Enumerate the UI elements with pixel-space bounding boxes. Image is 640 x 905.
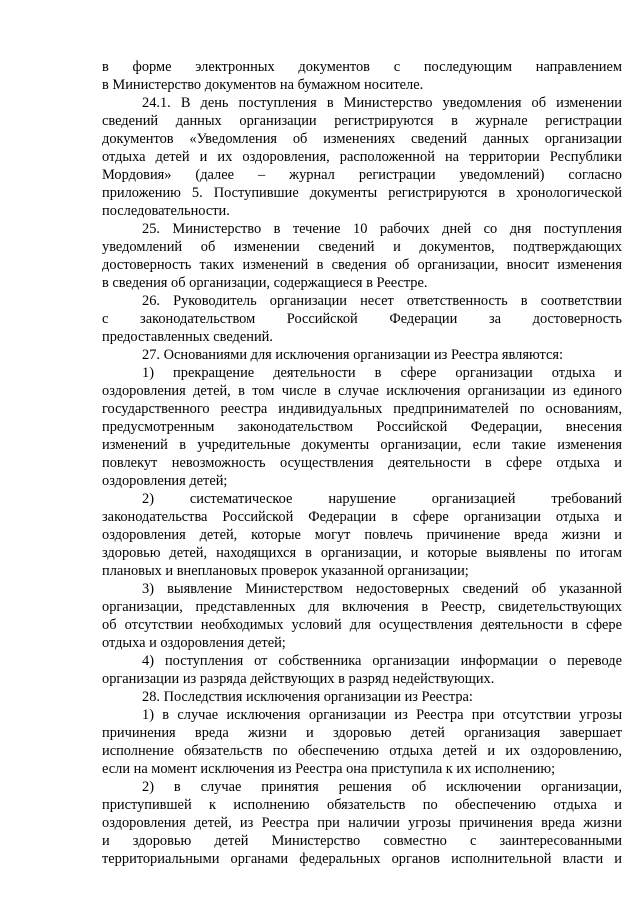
- paragraph-27-item-3: [102, 580, 622, 652]
- text-line: исполнение обязательств по обеспечению отдыха детей и их оздоровлению,: [102, 743, 622, 759]
- paragraph-continuation: [102, 58, 622, 94]
- paragraph-27: [102, 346, 622, 364]
- paragraph-27-item-2: [102, 490, 622, 580]
- text-line: и здоровью детей Министерство совместно с заинтересованными: [102, 833, 622, 849]
- text-line: 1) прекращение деятельности в сфере организации отдыха и: [142, 365, 622, 381]
- text-line: 4) поступления от собственника организации информации о переводе: [142, 653, 622, 669]
- text-line: отдыха детей и их оздоровления, расположенной на территории Республики: [102, 149, 622, 165]
- text-line: оздоровления детей, из Реестра при наличии угрозы причинения вреда жизни: [102, 815, 622, 831]
- text-line: уведомлений об изменении сведений и документов, подтверждающих: [102, 239, 622, 255]
- text-line: государственного реестра индивидуальных предпринимателей по основаниям,: [102, 401, 622, 417]
- text-line: сведений данных организации регистрируются в журнале регистрации: [102, 113, 622, 129]
- text-line: в форме электронных документов с последующим направлением: [102, 59, 622, 75]
- text-line: 3) выявление Министерством недостоверных сведений об указанной: [142, 581, 622, 597]
- text-line: 28. Последствия исключения организации из Реестра:: [142, 689, 473, 705]
- text-line: повлекут невозможность осуществления деятельности в сфере отдыха и: [102, 455, 622, 471]
- text-line: оздоровления детей;: [102, 473, 228, 489]
- text-line: 25. Министерство в течение 10 рабочих дней со дня поступления: [142, 221, 622, 237]
- text-line: изменений в учредительные документы организации, если такие изменения: [102, 437, 622, 453]
- text-line: отдыха и оздоровления детей;: [102, 635, 286, 651]
- paragraph-24-1: [102, 94, 622, 220]
- text-line: здоровью детей, находящихся в организации, и которые выявлены по итогам: [102, 545, 622, 561]
- text-line: организации, представленных для включения в Реестр, свидетельствующих: [102, 599, 622, 615]
- text-line: оздоровления детей, в том числе в случае исключения организации из единого: [102, 383, 622, 399]
- text-line: предоставленных сведений.: [102, 329, 273, 345]
- text-line: территориальными органами федеральных органов исполнительной власти и: [102, 851, 622, 867]
- text-line: оздоровления детей, которые могут повлечь причинение вреда жизни и: [102, 527, 622, 543]
- text-line: 1) в случае исключения организации из Реестра при отсутствии угрозы: [142, 707, 622, 723]
- text-line: достоверность таких изменений в сведения об организации, вносит изменения: [102, 257, 622, 273]
- paragraph-28-item-2: [102, 778, 622, 868]
- paragraph-25: [102, 220, 622, 292]
- text-line: с законодательством Российской Федерации за достоверность: [102, 311, 622, 327]
- text-line: 24.1. В день поступления в Министерство уведомления об изменении: [142, 95, 622, 111]
- text-line: причинения вреда жизни и здоровью детей организация завершает: [102, 725, 622, 741]
- text-line: организации из разряда действующих в разряд недействующих.: [102, 671, 495, 687]
- text-line: 2) систематическое нарушение организацией требований: [142, 491, 622, 507]
- text-line: законодательства Российской Федерации в сфере организации отдыха и: [102, 509, 622, 525]
- text-line: 2) в случае принятия решения об исключении организации,: [142, 779, 622, 795]
- text-line: приступившей к исполнению обязательств по обеспечению отдыха и: [102, 797, 622, 813]
- paragraph-27-item-4: [102, 652, 622, 688]
- text-line: в Министерство документов на бумажном носителе.: [102, 77, 424, 93]
- text-line: в сведения об организации, содержащиеся в Реестре.: [102, 275, 428, 291]
- text-line: последовательности.: [102, 203, 230, 219]
- paragraph-27-item-1: [102, 364, 622, 490]
- paragraph-26: [102, 292, 622, 346]
- paragraph-28: [102, 688, 622, 706]
- paragraph-28-item-1: [102, 706, 622, 778]
- document-page: [102, 58, 622, 868]
- text-line: 26. Руководитель организации несет ответственность в соответствии: [142, 293, 622, 309]
- text-line: если на момент исключения из Реестра она приступила к их исполнению;: [102, 761, 556, 777]
- text-line: 27. Основаниями для исключения организации из Реестра являются:: [142, 347, 563, 363]
- text-line: документов «Уведомления об изменениях сведений данных организации: [102, 131, 622, 147]
- text-line: плановых и внеплановых проверок указанной организации;: [102, 563, 469, 579]
- text-line: об отсутствии необходимых условий для осуществления деятельности в сфере: [102, 617, 622, 633]
- text-line: приложению 5. Поступившие документы регистрируются в хронологической: [102, 185, 622, 201]
- text-line: Мордовия» (далее – журнал регистрации уведомлений) согласно: [102, 167, 622, 183]
- text-line: предусмотренным законодательством Российской Федерации, внесения: [102, 419, 622, 435]
